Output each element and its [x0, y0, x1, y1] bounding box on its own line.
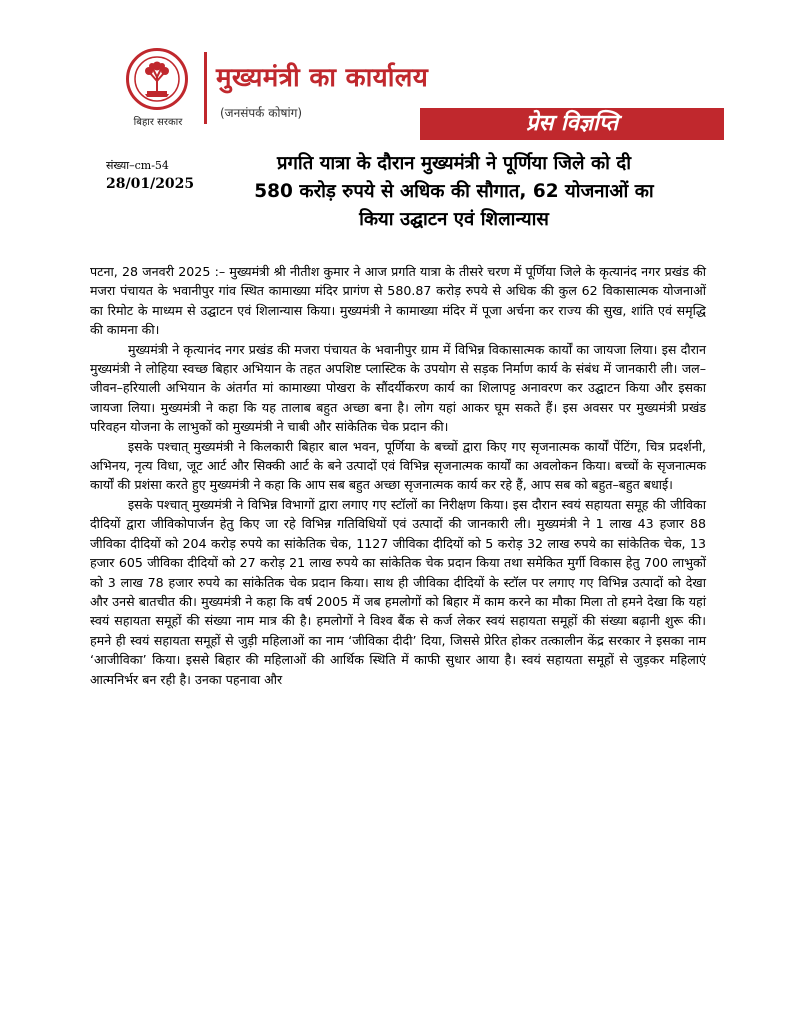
office-subtitle: (जनसंपर्क कोषांग) [220, 106, 303, 120]
office-title: मुख्यमंत्री का कार्यालय [216, 63, 429, 93]
letterhead [120, 44, 724, 140]
bodhi-tree-icon [129, 51, 185, 107]
reference-date: 28/01/2025 [106, 176, 195, 192]
paragraph-4: इसके पश्चात् मुख्यमंत्री ने विभिन्न विभागों द्वारा लगाए गए स्टॉलों का निरीक्षण किया। इस दौरान स्वयं सहायता समूह की जीविका दीदियों द्वारा जीविकोपार्जन हेतु किए जा रहे विभिन्न गतिविधियों एवं उत्पादों की जानकारी ली। मुख्यमंत्री ने 1 लाख 43 हजार 88 जीविका दीदियों को 204 करोड़ रुपये का सांकेतिक चेक, 1127 जीविका दीदियों को 5 करोड़ 32 लाख रुपये का सांकेतिक चेक, 13 हजार 605 जीविका दीदियों को 27 करोड़ 21 लाख रुपये का सांकेतिक चेक प्रदान किया तथा समेकित मुर्गी विकास हेतु 700 लाभुकों को 3 लाख 78 हजार रुपये का सांकेतिक चेक प्रदान किया। साथ ही जीविका दीदियों के स्टॉल पर लगाए गए विभिन्न उत्पादों को देखा और उनसे बातचीत की। मुख्यमंत्री ने कहा कि वर्ष 2005 में जब हमलोगों को बिहार में काम करने का मौका मिला तो हमने देखा कि यहां स्वयं सहायता समूहों की संख्या नाम मात्र की है। हमलोगों ने विश्व बैंक से कर्ज लेकर स्वयं सहायता समूहों की संख्या बढ़ानी शुरू की। हमने ही स्वयं सहायता समूहों से जुड़ी महिलाओं का नाम ‘जीविका दीदी’ दिया, जिससे प्रेरित होकर तत्कालीन केंद्र सरकार ने इसका नाम ‘आजीविका’ किया। इससे बिहार की महिलाओं की आर्थिक स्थिति में काफी सुधार आया है। स्वयं सहायता समूहों से जुड़कर महिलाएं आत्मनिर्भर बन रही है। उनका पहनावा और [90, 496, 706, 687]
article-body [90, 262, 706, 689]
headline-line-3: किया उद्घाटन एवं शिलान्यास [359, 209, 549, 230]
paragraph-3: इसके पश्चात् मुख्यमंत्री ने किलकारी बिहार बाल भवन, पूर्णिया के बच्चों द्वारा किए गए सृजनात्मक कार्यों पेंटिंग, चित्र प्रदर्शनी, अभिनय, नृत्य विधा, जूट आर्ट और सिक्की आर्ट के बने उत्पादों एवं विभिन्न सृजनात्मक कार्यों का अवलोकन किया। बच्चों के सृजनात्मक कार्यों की प्रशंसा करते हुए मुख्यमंत्री ने कहा कि आप सब बहुत अच्छा सृजनात्मक कार्य कर रहे हैं, आप सब को बहुत–बहुत बधाई। [90, 438, 706, 493]
government-label: बिहार सरकार [133, 117, 183, 128]
press-release-banner [420, 108, 724, 140]
reference-number: संख्या–cm-54 [106, 159, 169, 172]
header-divider [204, 52, 207, 124]
headline-line-1: प्रगति यात्रा के दौरान मुख्यमंत्री ने पूर्णिया जिले को दी [276, 153, 632, 174]
headline-line-2: 580 करोड़ रुपये से अधिक की सौगात, 62 योजनाओं का [254, 181, 654, 202]
paragraph-2: मुख्यमंत्री ने कृत्यानंद नगर प्रखंड की मजरा पंचायत के भवानीपुर ग्राम में विभिन्न विकासात्मक कार्यों का जायजा लिया। इस दौरान मुख्यमंत्री ने लोहिया स्वच्छ बिहार अभियान के तहत अपशिष्ट प्लास्टिक के उपयोग से सड़क निर्माण कार्य के संबंध में जानकारी ली। जल–जीवन–हरियाली अभियान के अंतर्गत मां कामाख्या पोखरा के सौंदर्यीकरण कार्य का शिलापट्ट अनावरण कर उद्घाटन किया और इसका जायजा लिया। मुख्यमंत्री ने कहा कि यह तालाब बहुत अच्छा बना है। लोग यहां आकर घूम सकते हैं। इस अवसर पर मुख्यमंत्री प्रखंड परिवहन योजना के लाभुकों को मुख्यमंत्री ने चाबी और सांकेतिक चेक प्रदान की। [90, 341, 706, 435]
paragraph-1: पटना, 28 जनवरी 2025 :– मुख्यमंत्री श्री नीतीश कुमार ने आज प्रगति यात्रा के तीसरे चरण में पूर्णिया जिले के कृत्यानंद नगर प्रखंड की मजरा पंचायत के भवानीपुर गांव स्थित कामाख्या मंदिर प्रागंण से 580.87 करोड़ रुपये से अधिक की कुल 62 विकासात्मक योजनाओं का रिमोट के माध्यम से उद्घाटन एवं शिलान्यास किया। मुख्यमंत्री ने कामाख्या मंदिर में पूजा अर्चना कर राज्य की सुख, शांति एवं समृद्धि की कामना की। [90, 264, 706, 338]
press-release-label: प्रेस विज्ञप्ति [525, 111, 619, 136]
bihar-emblem-icon [126, 48, 188, 110]
headline [194, 150, 714, 234]
